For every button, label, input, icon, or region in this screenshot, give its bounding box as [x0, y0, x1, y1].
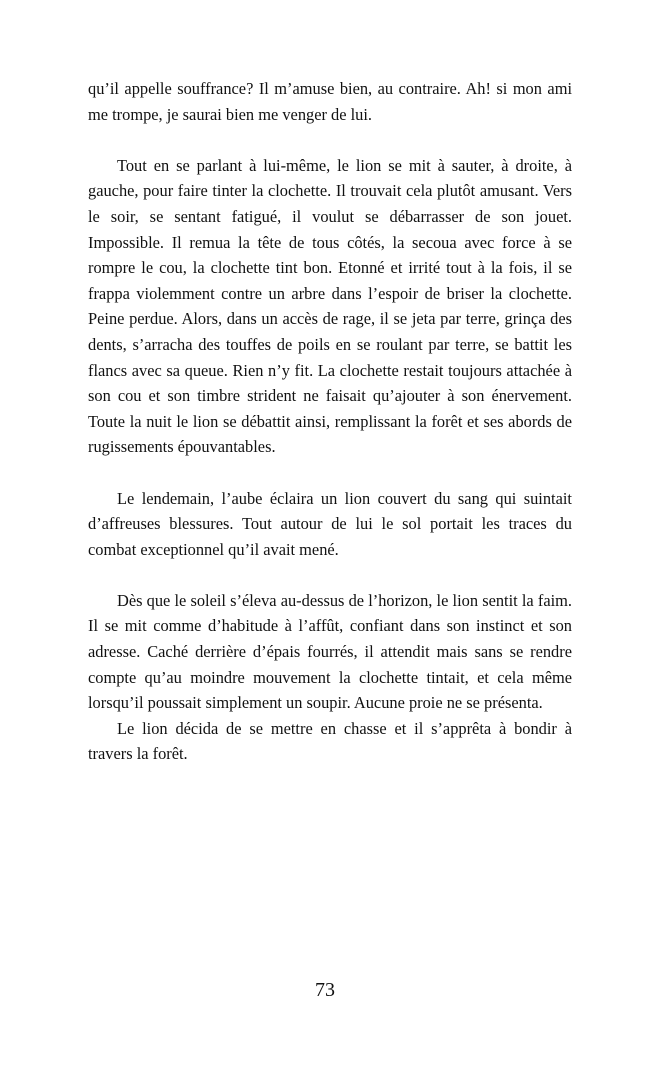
- paragraph-next-day: Le lendemain, l’aube éclaira un lion couvert du sang qui suintait d’affreuses blessures. Tout autour de lui le sol portait les traces du combat exceptionnel qu’il avait mené.: [88, 488, 572, 559]
- page-body: [88, 76, 572, 767]
- paragraph-decides-to-hunt: Le lion décida de se mettre en chasse et il s’apprêta à bondir à travers la forêt.: [88, 718, 572, 764]
- page-number: 73: [315, 979, 335, 1001]
- paragraph-lion-jumping: Tout en se parlant à lui-même, le lion se mit à sauter, à droite, à gauche, pour faire tinter la clochette. Il trouvait cela plutôt amusant. Vers le soir, se sentant fatigué, il voulut se débarrasser de son jouet. Impossible. Il remua la tête de tous côtés, la secoua avec force à se rompre le cou, la clochette tint bon. Etonné et irrité tout à la fois, il se frappa violemment contre un arbre dans l’espoir de briser la clochette. Peine perdue. Alors, dans un accès de rage, il se jeta par terre, grinça des dents, s’arracha des touffes de poils en se roulant par terre, se battit les flancs avec sa queue. Rien n’y fit. La clochette restait toujours attachée à son cou et son timbre strident ne faisait qu’ajouter à son énervement. Toute la nuit le lion se débattit ainsi, remplissant la forêt et ses abords de rugissements épouvantables.: [88, 155, 572, 457]
- paragraph-continuation: qu’il appelle souffrance? Il m’amuse bien, au contraire. Ah! si mon ami me trompe, je saurai bien me venger de lui.: [88, 79, 572, 124]
- paragraph-sunrise-hunger: Dès que le soleil s’éleva au-dessus de l’horizon, le lion sentit la faim. Il se mit comme d’habitude à l’affût, confiant dans son instinct et son adresse. Caché derrière d’épais fourrés, il attendit mais sans se rendre compte qu’au moindre mouvement la clochette tintait, et cela même lorsqu’il poussait simplement un soupir. Aucune proie ne se présenta.: [88, 590, 572, 713]
